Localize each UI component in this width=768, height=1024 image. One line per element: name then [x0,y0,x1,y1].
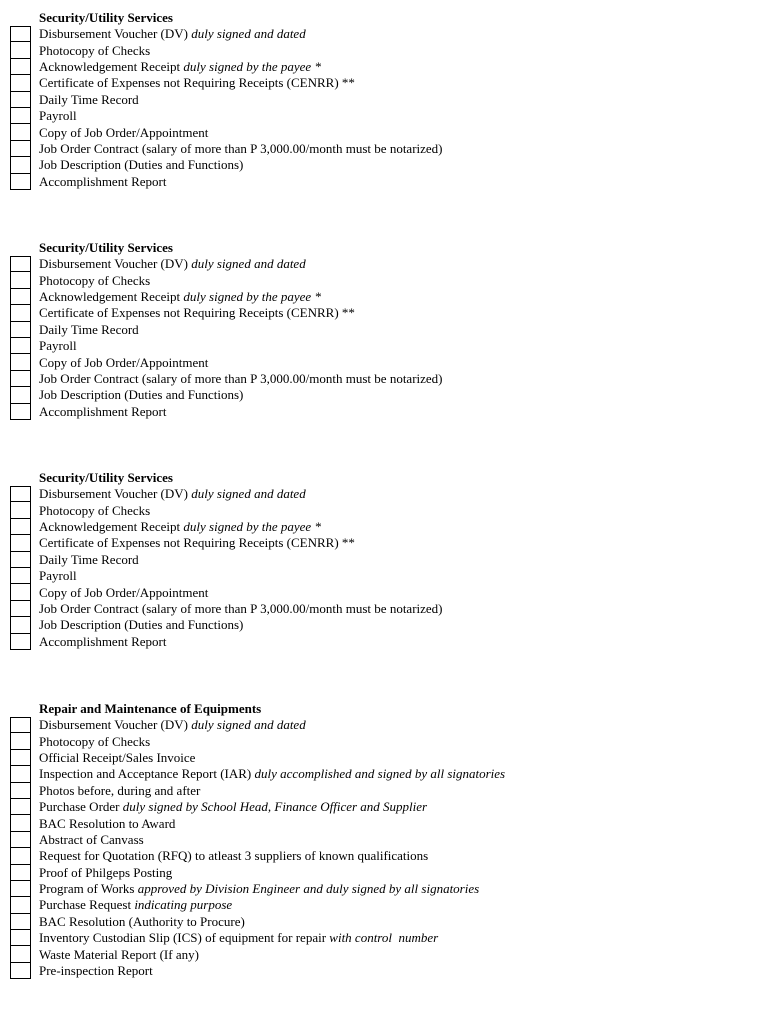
checklist-item [10,75,750,91]
item-label: Certificate of Expenses not Requiring Receipts (CENRR) ** [39,305,355,321]
checklist-item [10,338,750,354]
checklist-item [10,552,750,568]
checkbox[interactable] [10,584,31,600]
item-text [39,865,172,881]
checkbox[interactable] [10,404,31,420]
item-label: Job Description (Duties and Functions) [39,157,244,173]
checkbox[interactable] [10,272,31,288]
item-label: Photocopy of Checks [39,42,151,58]
checklist-item [10,717,750,733]
checklist-item [10,832,750,848]
item-text [39,322,139,338]
item-label: Photos before, during and after [39,782,201,798]
item-label: Pre-inspection Report [39,963,153,979]
checklist-item [10,848,750,864]
checkbox[interactable] [10,815,31,831]
checkbox[interactable] [10,174,31,190]
item-text [39,519,321,535]
checklist-item [10,174,750,190]
checkbox[interactable] [10,289,31,305]
item-text [39,848,428,864]
item-label: Certificate of Expenses not Requiring Receipts (CENRR) ** [39,75,355,91]
checklist-section-security-1 [10,10,750,190]
item-label: BAC Resolution to Award [39,815,176,831]
checklist-item [10,815,750,831]
item-label: Copy of Job Order/Appointment [39,354,209,370]
item-label: Inventory Custodian Slip (ICS) of equipment for repair [39,930,327,946]
item-note: duly signed by School Head, Finance Officer and Supplier [122,799,428,815]
checkbox[interactable] [10,946,31,962]
item-note: duly signed and dated [191,26,306,42]
item-label: Acknowledgement Receipt [39,58,181,74]
item-text [39,816,175,832]
checklist-item [10,865,750,881]
checklist-item [10,486,750,502]
item-label: Job Order Contract (salary of more than P 3,000.00/month must be notarized) [39,140,443,156]
item-label: Payroll [39,108,77,124]
item-text [39,305,355,321]
item-note: duly signed by the payee * [183,518,321,534]
item-label: Certificate of Expenses not Requiring Receipts (CENRR) ** [39,535,355,551]
item-text [39,174,166,190]
checklist-item [10,141,750,157]
item-text [39,157,243,173]
checkbox[interactable] [10,897,31,913]
item-text [39,59,321,75]
checkbox[interactable] [10,617,31,633]
checklist-item [10,371,750,387]
item-text [39,75,355,91]
checklist-item [10,930,750,946]
checklist-item [10,519,750,535]
checklist-item [10,535,750,551]
checklist-item [10,42,750,58]
checklist-item [10,601,750,617]
checkbox[interactable] [10,881,31,897]
checklist-item [10,634,750,650]
checklist-items [10,486,750,650]
checkbox[interactable] [10,141,31,157]
item-label: Payroll [39,568,77,584]
item-text [39,568,77,584]
section-title: Security/Utility Services [39,470,173,485]
checklist-item [10,354,750,370]
checkbox[interactable] [10,387,31,403]
checklist-item [10,584,750,600]
item-label: Proof of Philgeps Posting [39,864,173,880]
checklist-item [10,124,750,140]
checkbox[interactable] [10,354,31,370]
item-text [39,930,438,946]
item-label: Accomplishment Report [39,403,167,419]
item-label: Purchase Order [39,799,120,815]
checklist-item [10,157,750,173]
checkbox[interactable] [10,108,31,124]
item-text [39,26,306,42]
checklist-item [10,946,750,962]
item-label: Daily Time Record [39,91,139,107]
section-title: Security/Utility Services [39,240,173,255]
item-label: Photocopy of Checks [39,502,151,518]
item-label: Acknowledgement Receipt [39,518,181,534]
item-note: with control number [329,930,439,946]
checkbox[interactable] [10,371,31,387]
item-note: duly signed by the payee * [183,58,321,74]
checklist-item [10,108,750,124]
item-label: Accomplishment Report [39,173,167,189]
item-label: Disbursement Voucher (DV) [39,26,188,42]
item-label: Waste Material Report (If any) [39,946,199,962]
item-text [39,717,306,733]
item-label: Purchase Request [39,897,132,913]
item-label: BAC Resolution (Authority to Procure) [39,913,245,929]
item-text [39,585,208,601]
item-text [39,897,232,913]
item-text [39,963,153,979]
checklist-item [10,256,750,272]
item-note: duly signed and dated [191,256,306,272]
item-text [39,832,144,848]
checklist-item [10,322,750,338]
checklist-item [10,733,750,749]
item-text [39,799,427,815]
item-label: Daily Time Record [39,321,139,337]
checkbox[interactable] [10,865,31,881]
item-text [39,734,150,750]
item-label: Disbursement Voucher (DV) [39,486,188,502]
item-label: Disbursement Voucher (DV) [39,717,188,733]
item-label: Accomplishment Report [39,633,167,649]
checkbox[interactable] [10,750,31,766]
checklist-item [10,59,750,75]
item-label: Request for Quotation (RFQ) to atleast 3 suppliers of known qualifications [39,848,429,864]
checkbox[interactable] [10,783,31,799]
item-text [39,486,306,502]
checklist-item [10,92,750,108]
checkbox[interactable] [10,634,31,650]
item-text [39,766,505,782]
checkbox[interactable] [10,848,31,864]
item-label: Job Order Contract (salary of more than P 3,000.00/month must be notarized) [39,370,443,386]
item-note: approved by Division Engineer and duly signed by all signatories [137,881,480,897]
item-label: Acknowledgement Receipt [39,288,181,304]
item-text [39,289,321,305]
item-label: Photocopy of Checks [39,272,151,288]
checkbox[interactable] [10,930,31,946]
checkbox[interactable] [10,601,31,617]
item-label: Daily Time Record [39,551,139,567]
section-title: Repair and Maintenance of Equipments [39,701,262,716]
item-text [39,552,139,568]
item-text [39,43,150,59]
item-text [39,634,166,650]
checkbox[interactable] [10,963,31,979]
item-text [39,371,443,387]
checkbox[interactable] [10,552,31,568]
checkbox[interactable] [10,338,31,354]
item-text [39,783,200,799]
item-label: Copy of Job Order/Appointment [39,124,209,140]
checkbox[interactable] [10,914,31,930]
item-label: Payroll [39,338,77,354]
item-note: duly accomplished and signed by all signatories [254,766,506,782]
checkbox[interactable] [10,568,31,584]
item-text [39,256,306,272]
checklist-item [10,617,750,633]
item-text [39,404,166,420]
checkbox[interactable] [10,305,31,321]
item-text [39,108,77,124]
checklist-item [10,914,750,930]
item-text [39,141,443,157]
item-label: Inspection and Acceptance Report (IAR) [39,766,252,782]
item-text [39,881,479,897]
checklist-item [10,568,750,584]
item-text [39,92,139,108]
checkbox[interactable] [10,42,31,58]
checkbox[interactable] [10,717,31,733]
item-label: Abstract of Canvass [39,831,144,847]
checkbox[interactable] [10,75,31,91]
item-text [39,601,443,617]
item-text [39,535,355,551]
checkbox[interactable] [10,766,31,782]
checklist-items [10,717,750,979]
checklist-item [10,897,750,913]
checklist-item [10,305,750,321]
checklist-item [10,26,750,42]
checklist-item [10,783,750,799]
checklist-item [10,502,750,518]
item-text [39,355,208,371]
checkbox[interactable] [10,124,31,140]
item-text [39,914,245,930]
checkbox[interactable] [10,26,31,42]
item-label: Job Description (Duties and Functions) [39,617,244,633]
item-note: duly signed by the payee * [183,288,321,304]
checklist-items [10,256,750,420]
checkbox[interactable] [10,519,31,535]
checklist-section-security-2 [10,240,750,420]
checklist-item [10,404,750,420]
checklist-item [10,799,750,815]
checklist-item [10,750,750,766]
checkbox[interactable] [10,733,31,749]
checkbox[interactable] [10,157,31,173]
checklist-section-security-3 [10,470,750,650]
item-label: Job Description (Duties and Functions) [39,387,244,403]
item-text [39,947,199,963]
item-label: Program of Works [39,881,135,897]
item-note: indicating purpose [134,897,233,913]
item-text [39,273,150,289]
checklist-item [10,387,750,403]
item-text [39,503,150,519]
checkbox[interactable] [10,59,31,75]
checkbox[interactable] [10,92,31,108]
section-title: Security/Utility Services [39,10,173,25]
item-text [39,338,77,354]
item-text [39,125,208,141]
checkbox[interactable] [10,535,31,551]
checkbox[interactable] [10,322,31,338]
checkbox[interactable] [10,799,31,815]
checkbox[interactable] [10,486,31,502]
checkbox[interactable] [10,502,31,518]
checklist-item [10,881,750,897]
checklist-item [10,272,750,288]
item-label: Job Order Contract (salary of more than P 3,000.00/month must be notarized) [39,600,443,616]
item-label: Copy of Job Order/Appointment [39,584,209,600]
checklist-item [10,963,750,979]
item-text [39,750,195,766]
checklist-section-repair-maintenance [10,701,750,979]
item-note: duly signed and dated [191,486,306,502]
item-text [39,617,243,633]
checklist-items [10,26,750,190]
item-label: Disbursement Voucher (DV) [39,256,188,272]
item-label: Photocopy of Checks [39,733,151,749]
checkbox[interactable] [10,832,31,848]
item-label: Official Receipt/Sales Invoice [39,749,196,765]
item-note: duly signed and dated [191,717,306,733]
checklist-item [10,289,750,305]
checkbox[interactable] [10,256,31,272]
checklist-item [10,766,750,782]
item-text [39,387,243,403]
